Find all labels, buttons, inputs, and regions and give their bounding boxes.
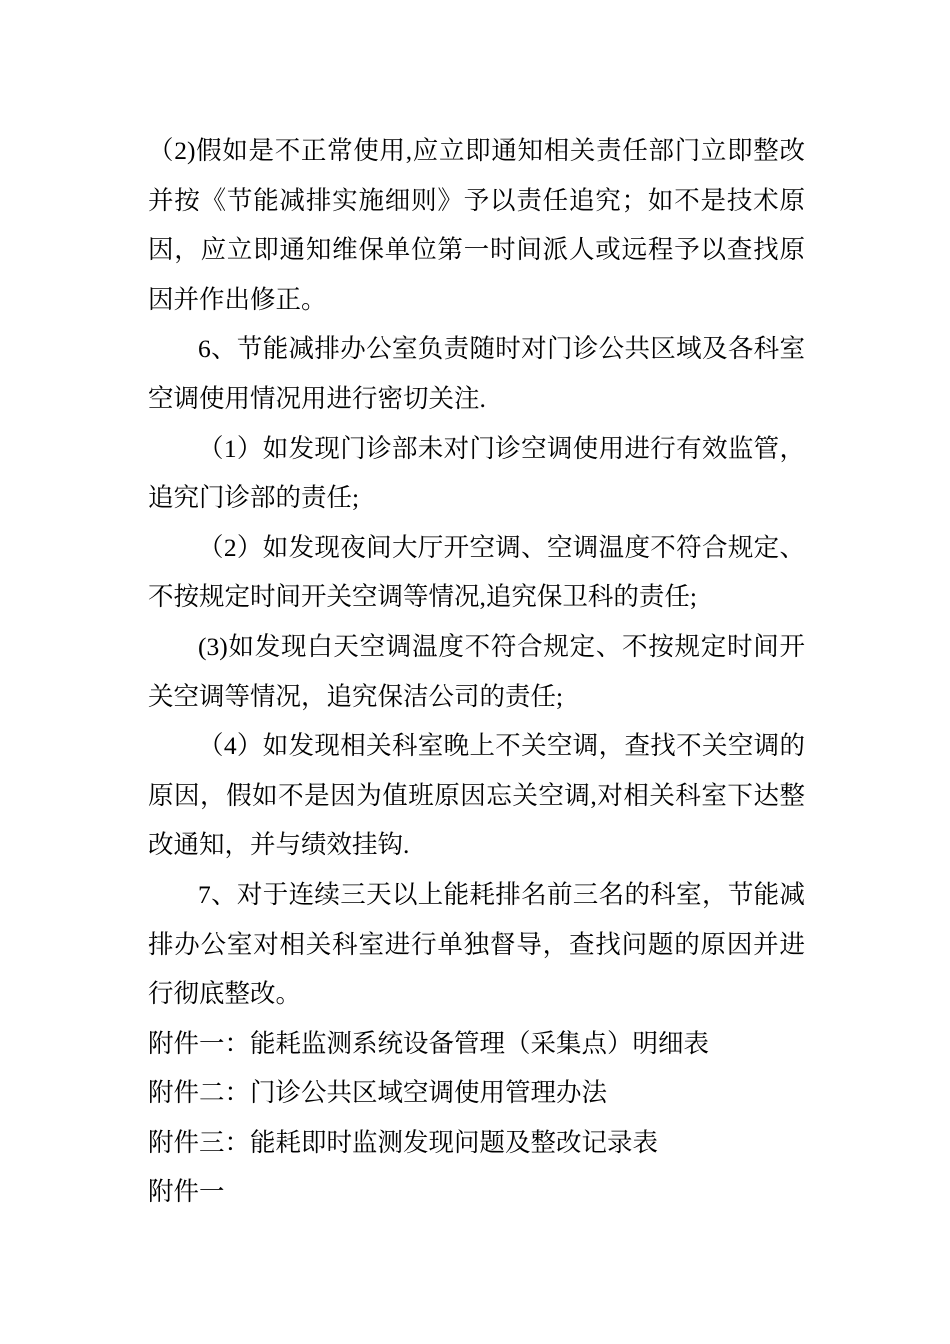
paragraph-line: 排办公室对相关科室进行单独督导，查找问题的原因并进 [148, 929, 805, 959]
paragraph-line: 不按规定时间开关空调等情况,追究保卫科的责任; [148, 582, 697, 612]
paragraph-line: （2）如发现夜间大厅开空调、空调温度不符合规定、 [198, 532, 805, 562]
attachment-list-item: 附件三：能耗即时监测发现问题及整改记录表 [148, 1127, 659, 1157]
attachment-list-item: 附件一：能耗监测系统设备管理（采集点）明细表 [148, 1028, 710, 1058]
paragraph-line: 7、对于连续三天以上能耗排名前三名的科室，节能减 [198, 879, 805, 909]
paragraph-line: 因并作出修正。 [148, 284, 327, 314]
paragraph-line: 关空调等情况，追究保洁公司的责任; [148, 681, 564, 711]
paragraph-line: 行彻底整改。 [148, 979, 302, 1009]
paragraph-line: （1）如发现门诊部未对门诊空调使用进行有效监管， [198, 433, 805, 463]
attachment-list-item: 附件二：门诊公共区域空调使用管理办法 [148, 1078, 608, 1108]
paragraph-line: 6、节能减排办公室负责随时对门诊公共区域及各科室 [198, 334, 805, 364]
attachment-heading: 附件一 [148, 1177, 225, 1207]
document-body [148, 126, 805, 1217]
paragraph-line: 因，应立即通知维保单位第一时间派人或远程予以查找原 [148, 235, 805, 265]
paragraph-line: (3)如发现白天空调温度不符合规定、不按规定时间开 [198, 631, 805, 661]
paragraph-line: 追究门诊部的责任; [148, 483, 360, 513]
paragraph-line: （4）如发现相关科室晚上不关空调，查找不关空调的 [198, 731, 805, 761]
paragraph-line: （2)假如是不正常使用,应立即通知相关责任部门立即整改 [148, 136, 805, 165]
paragraph-line: 改通知，并与绩效挂钩. [148, 830, 410, 860]
paragraph-line: 原因，假如不是因为值班原因忘关空调,对相关科室下达整 [148, 780, 805, 810]
paragraph-line: 空调使用情况用进行密切关注. [148, 383, 486, 413]
paragraph-line: 并按《节能减排实施细则》予以责任追究；如不是技术原 [148, 185, 805, 215]
